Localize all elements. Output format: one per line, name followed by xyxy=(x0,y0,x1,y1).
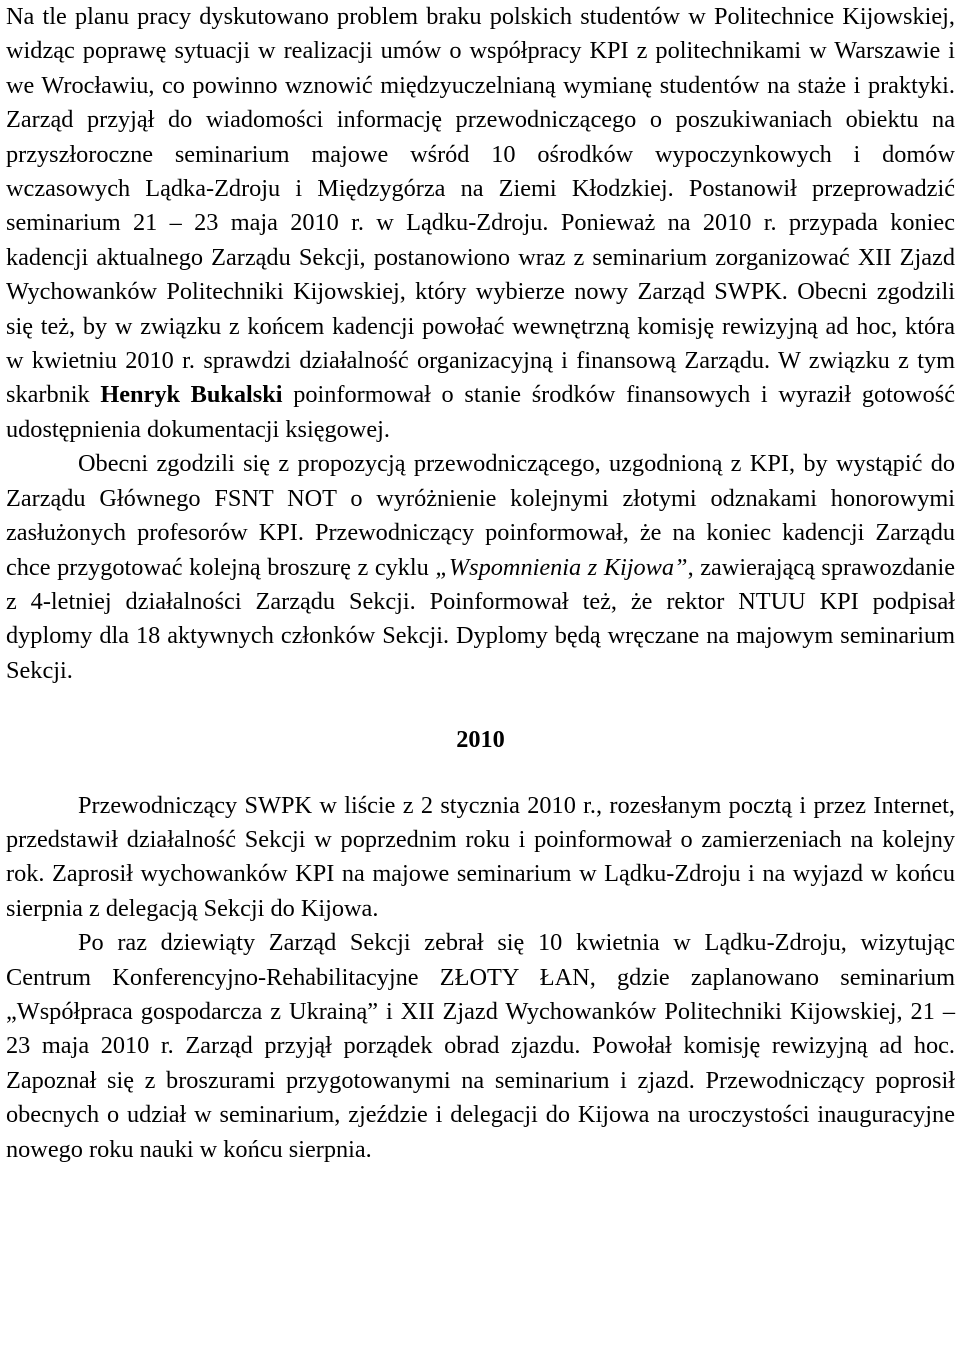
paragraph-text: , zawierającą sprawozdanie z 4-letniej działalności Zarządu Sekcji. Poinformował też, że rektor NTUU KPI podpisał dyplomy dla 18 aktywnych członków Sekcji. Dyplomy będą wręczane na majowym seminarium Sekcji. xyxy=(6,553,956,684)
spacer xyxy=(6,758,955,789)
paragraph-letter: Przewodniczący SWPK w liście z 2 stycznia 2010 r., rozesłanym pocztą i przez Internet, przedstawił działalność Sekcji w poprzednim roku i poinformował o zamierzeniach na kolejny rok. Zaprosił wychowanków KPI na majowe seminarium w Lądku-Zdroju i na wyjazd w końcu sierpnia z delegacją Sekcji do Kijowa. xyxy=(6,791,955,922)
paragraph-text: Na tle planu pracy dyskutowano problem braku polskich studentów w Politechnice Kijowskiej, widząc poprawę sytuacji w realizacji umów o współpracy KPI z politechnikami w Warszawie i we Wrocławiu, co powinno wznowić międzyuczelnianą wymianę studentów na staże i praktyki. Zarząd przyjął do wiadomości informację przewodniczącego o poszukiwaniach obiektu na przyszłoroczne seminarium majowe wśród 10 ośrodków wypoczynkowych i domów wczasowych Lądka-Zdroju i Międzygórza na Ziemi Kłodzkiej. Postanowił przeprowadzić seminarium 21 – 23 maja 2010 r. w Lądku-Zdroju. Ponieważ na 2010 r. przypada koniec kadencji aktualnego Zarządu Sekcji, postanowiono wraz z seminarium zorganizować XII Zjazd Wychowanków Politechniki Kijowskiej, który wybierze nowy Zarząd SWPK. Obecni zgodzili się też, by w związku z końcem kadencji powołać wewnętrzną komisję rewizyjną ad hoc, która w kwietniu 2010 r. sprawdzi działalność organizacyjną i finansową Zarządu. W związku z tym skarbnik xyxy=(6,3,955,409)
paragraph-text: poinformował o stanie środków finansowych i wyraził gotowość udostępnienia dokumentacji księgowej. xyxy=(6,381,955,443)
paragraph-planning-discussion xyxy=(6,0,955,447)
brochure-title: „Wspomnienia z Kijowa” xyxy=(435,553,688,581)
spacer xyxy=(6,688,955,723)
paragraph-text: Obecni zgodzili się z propozycją przewodniczącego, uzgodnioną z KPI, by wystąpić do Zarządu Głównego FSNT NOT o wyróżnienie kolejnymi złotymi odznakami honorowymi zasłużonych profesorów KPI. Przewodniczący poinformował, że na koniec kadencji Zarządu chce przygotować kolejną broszurę z cyklu xyxy=(6,450,955,581)
paragraph-awards-brochure xyxy=(6,447,955,688)
treasurer-name: Henryk Bukalski xyxy=(100,381,283,409)
section-heading-year: 2010 xyxy=(456,726,505,754)
paragraph-board-meeting: Po raz dziewiąty Zarząd Sekcji zebrał się 10 kwietnia w Lądku-Zdroju, wizytując Centrum Konferencyjno-Rehabilitacyjne ZŁOTY ŁAN, gdzie zaplanowano seminarium „Współpraca gospodarcza z Ukrainą” i XII Zjazd Wychowanków Politechniki Kijowskiej, 21 – 23 maja 2010 r. Zarząd przyjął porządek obrad zjazdu. Powołał komisję rewizyjną ad hoc. Zapoznał się z broszurami przygotowanymi na seminarium i zjazd. Przewodniczący poprosił obecnych o udział w seminarium, zjeździe i delegacji do Kijowa na uroczystości inauguracyjne nowego roku nauki w końcu sierpnia. xyxy=(6,929,955,1163)
